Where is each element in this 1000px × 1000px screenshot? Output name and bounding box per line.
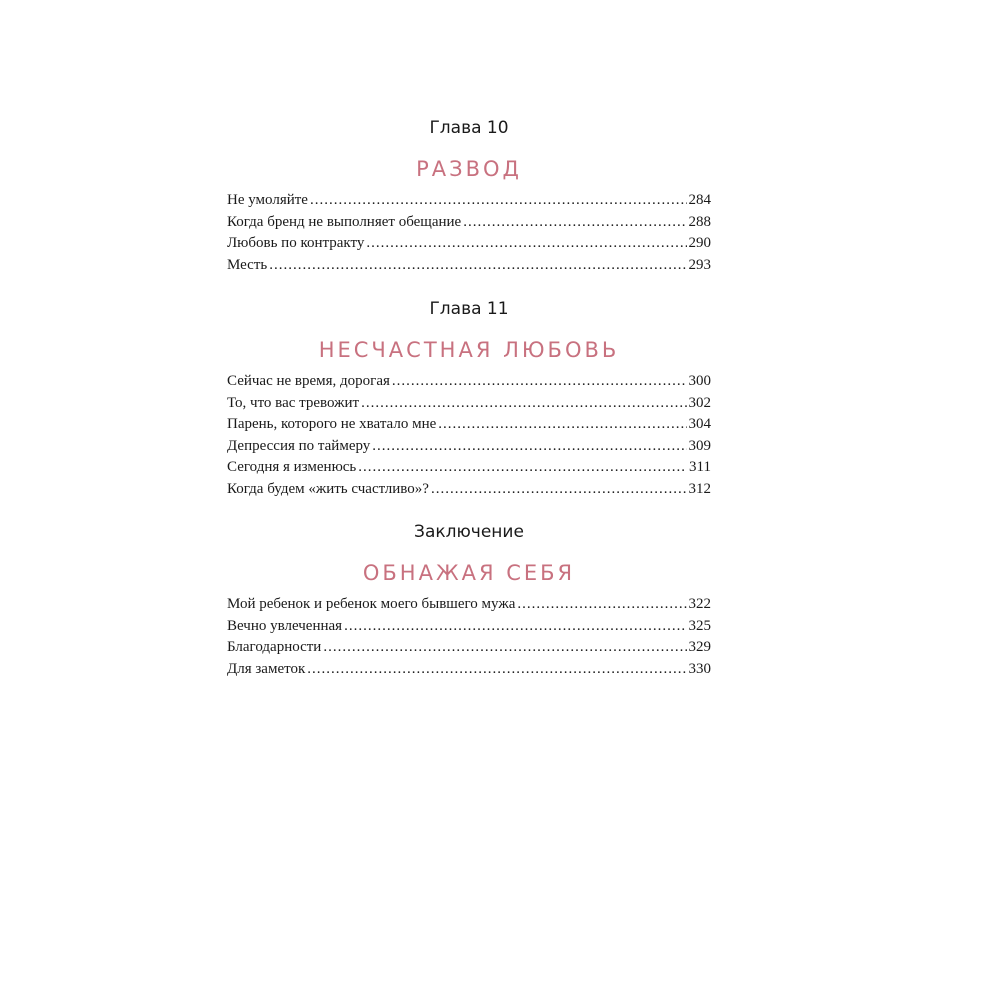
toc-entry-title: Месть	[227, 256, 268, 273]
toc-entry[interactable]	[227, 594, 711, 616]
dot-leader	[269, 255, 686, 277]
toc-entry[interactable]	[227, 255, 711, 277]
toc-entry-title: Когда будем «жить счастливо»?	[227, 480, 429, 497]
toc-list	[227, 371, 711, 500]
toc-entry-title: Благодарности	[227, 639, 322, 655]
chapter-label: Глава 11	[429, 299, 509, 319]
toc-entry-title: Вечно увлеченная	[227, 617, 343, 634]
chapter-label: Глава 10	[429, 118, 509, 138]
toc-entry-page: 309	[688, 437, 711, 454]
toc-entry[interactable]	[227, 457, 711, 479]
toc-entry[interactable]	[227, 190, 711, 212]
dot-leader	[517, 594, 686, 616]
dot-leader	[392, 371, 687, 393]
toc-entry-title: Парень, которого не хватало мне	[227, 416, 437, 432]
toc-entry-page: 293	[688, 256, 711, 273]
toc-entry[interactable]	[227, 393, 711, 415]
toc-entry-title: Сейчас не время, дорогая	[227, 373, 390, 389]
toc-entry[interactable]	[227, 637, 711, 659]
toc-entry-title: Когда бренд не выполняет обещание	[227, 213, 462, 230]
toc-entry-title: То, что вас тревожит	[227, 394, 360, 411]
toc-entry-page: 311	[689, 459, 711, 475]
toc-entry[interactable]	[227, 436, 711, 458]
toc-entry[interactable]	[227, 659, 711, 681]
chapter-title: ОБНАЖАЯ СЕБЯ	[362, 561, 576, 585]
chapter-title: РАЗВОД	[416, 157, 522, 181]
toc-entry-page: 304	[688, 416, 711, 432]
toc-entry[interactable]	[227, 371, 711, 393]
toc-list	[227, 594, 711, 680]
toc-entry[interactable]	[227, 233, 711, 255]
toc-entry-page: 330	[688, 660, 711, 677]
toc-entry-title: Любовь по контракту	[227, 235, 365, 251]
dot-leader	[431, 479, 687, 501]
conclusion-section	[227, 520, 711, 680]
toc-entry-page: 290	[688, 235, 711, 251]
dot-leader	[463, 212, 686, 234]
toc-entry-page: 288	[688, 213, 711, 230]
toc-entry-page: 302	[688, 394, 711, 411]
chapter-title: НЕСЧАСТНАЯ ЛЮБОВЬ	[318, 338, 620, 362]
toc-entry-page: 329	[688, 639, 711, 655]
toc-entry-page: 325	[688, 617, 711, 634]
toc-entry[interactable]	[227, 212, 711, 234]
dot-leader	[361, 393, 686, 415]
toc-entry-title: Мой ребенок и ребенок моего бывшего мужа	[227, 596, 516, 612]
toc-entry[interactable]	[227, 414, 711, 436]
toc-entry-title: Для заметок	[227, 660, 306, 677]
toc-entry-title: Сегодня я изменюсь	[227, 459, 357, 475]
dot-leader	[366, 233, 686, 255]
dot-leader	[310, 190, 687, 212]
toc-entry-page: 300	[688, 373, 711, 389]
dot-leader	[358, 457, 687, 479]
dot-leader	[438, 414, 686, 436]
toc-entry[interactable]	[227, 616, 711, 638]
dot-leader	[344, 616, 686, 638]
toc-entry[interactable]	[227, 479, 711, 501]
dot-leader	[307, 659, 686, 681]
chapter-10-section	[227, 116, 711, 276]
chapter-11-section	[227, 297, 711, 500]
toc-entry-page: 322	[688, 596, 711, 612]
toc-entry-title: Не умоляйте	[227, 192, 308, 208]
toc-entry-page: 284	[688, 192, 711, 208]
dot-leader	[372, 436, 686, 458]
toc-list	[227, 190, 711, 276]
chapter-label: Заключение	[414, 522, 524, 542]
toc-entry-title: Депрессия по таймеру	[227, 437, 371, 454]
toc-entry-page: 312	[688, 480, 711, 497]
dot-leader	[323, 637, 686, 659]
